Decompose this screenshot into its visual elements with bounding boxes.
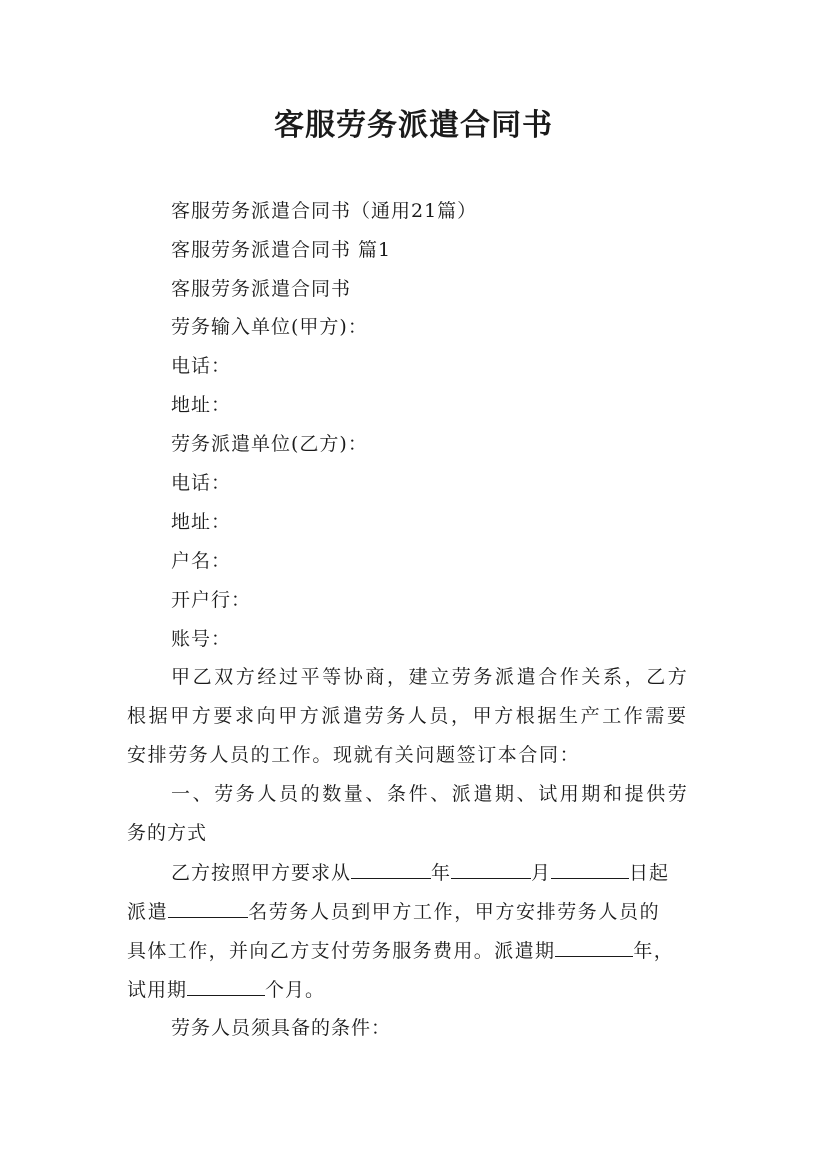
- intro-heading: 客服劳务派遣合同书（通用21篇）: [171, 200, 478, 222]
- party-a-phone: 电话：: [171, 355, 232, 377]
- text-segment: 乙方按照甲方要求从: [171, 862, 352, 884]
- text-segment: 名劳务人员到甲方工作，甲方安排劳务人员的: [248, 901, 661, 923]
- blank-probation-months: [187, 977, 265, 996]
- section1-paragraph-line-1: [171, 860, 669, 885]
- section1-paragraph-line-2: [127, 899, 660, 924]
- section1-heading-line-2: 务的方式: [127, 822, 208, 844]
- text-segment: 日起: [629, 862, 670, 884]
- section1-conditions: 劳务人员须具备的条件：: [171, 1017, 392, 1039]
- chapter-heading: 客服劳务派遣合同书 篇1: [171, 239, 392, 261]
- blank-year: [351, 860, 431, 879]
- text-segment: 个月。: [265, 979, 326, 1001]
- blank-count: [168, 899, 248, 918]
- text-segment: 具体工作，并向乙方支付劳务服务费用。派遣期: [127, 940, 556, 962]
- party-b-account-no: 账号：: [171, 628, 232, 650]
- section1-paragraph-line-3: [127, 938, 674, 963]
- section1-paragraph-line-4: [127, 977, 325, 1002]
- party-b-phone: 电话：: [171, 472, 232, 494]
- text-segment: 试用期: [127, 979, 188, 1001]
- section1-heading-line-1: 一、劳务人员的数量、条件、派遣期、试用期和提供劳: [171, 783, 690, 805]
- preamble-line-3: 安排劳务人员的工作。现就有关问题签订本合同：: [127, 744, 581, 766]
- party-b-bank: 开户行：: [171, 589, 252, 611]
- blank-day: [551, 860, 629, 879]
- blank-month: [451, 860, 531, 879]
- party-a-label: 劳务输入单位(甲方)：: [171, 316, 368, 338]
- text-segment: 派遣: [127, 901, 169, 923]
- document-title: 客服劳务派遣合同书: [274, 108, 553, 143]
- party-b-label: 劳务派遣单位(乙方)：: [171, 433, 368, 455]
- party-b-account-name: 户名：: [171, 550, 232, 572]
- contract-title: 客服劳务派遣合同书: [171, 278, 352, 300]
- preamble-line-2: 根据甲方要求向甲方派遣劳务人员，甲方根据生产工作需要: [127, 705, 689, 727]
- party-b-address: 地址：: [171, 511, 232, 533]
- text-segment: 年，: [633, 940, 675, 962]
- preamble-line-1: 甲乙双方经过平等协商，建立劳务派遣合作关系，乙方: [171, 666, 690, 688]
- blank-dispatch-years: [555, 938, 633, 957]
- party-a-address: 地址：: [171, 394, 232, 416]
- text-segment: 月: [531, 862, 552, 884]
- text-segment: 年: [431, 862, 452, 884]
